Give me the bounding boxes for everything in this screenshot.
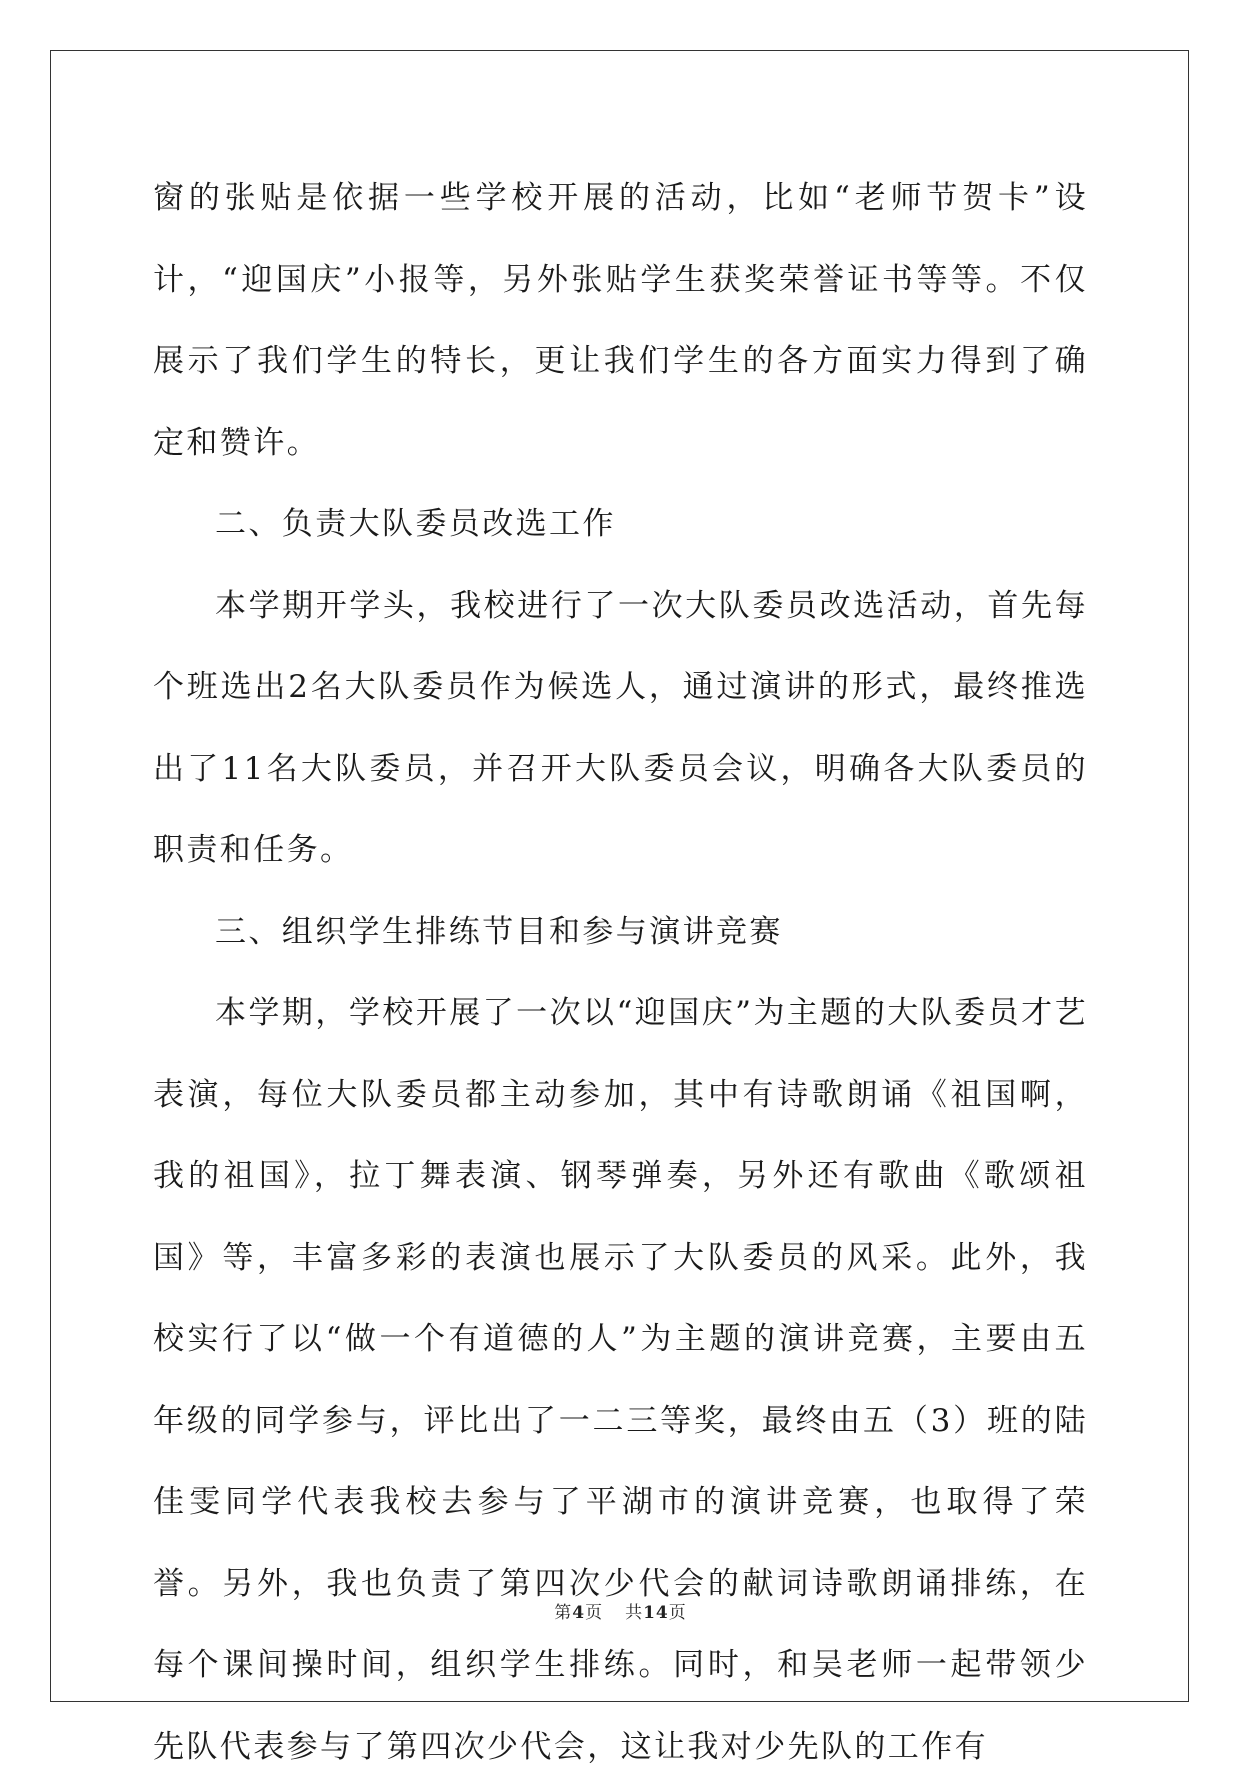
paragraph-committee-election: 本学期开学头，我校进行了一次大队委员改选活动，首先每个班选出2名大队委员作为候选人，通过演讲的形式，最终推选出了11名大队委员，并召开大队委员会议，明确各大队委员的职责和任务。 [153,587,1088,868]
total-pages-label: 共14页 [625,1603,687,1623]
paragraph-continuation: 窗的张贴是依据一些学校开展的活动，比如“老师节贺卡”设计，“迎国庆”小报等，另外张贴学生获奖荣誉证书等等。不仅展示了我们学生的特长，更让我们学生的各方面实力得到了确定和赞许。 [153,180,1088,461]
document-body [153,158,1088,1788]
page-number-label: 第4页 [554,1603,604,1623]
section-heading-2: 二、负责大队委员改选工作 [215,506,616,542]
page-footer [0,1598,1241,1623]
section-heading-3: 三、组织学生排练节目和参与演讲竞赛 [215,913,783,950]
paragraph-performances: 本学期，学校开展了一次以“迎国庆”为主题的大队委员才艺表演，每位大队委员都主动参加，其中有诗歌朗诵《祖国啊，我的祖国》，拉丁舞表演、钢琴弹奏，另外还有歌曲《歌颂祖国》等，丰富多彩的表演也展示了大队委员的风采。此外，我校实行了以“做一个有道德的人”为主题的演讲竞赛，主要由五年级的同学参与，评比出了一二三等奖，最终由五（3）班的陆佳雯同学代表我校去参与了平湖市的演讲竞赛，也取得了荣誉。另外，我也负责了第四次少代会的献词诗歌朗诵排练，在每个课间操时间，组织学生排练。同时，和吴老师一起带领少先队代表参与了第四次少代会，这让我对少先队的工作有 [153,995,1088,1765]
